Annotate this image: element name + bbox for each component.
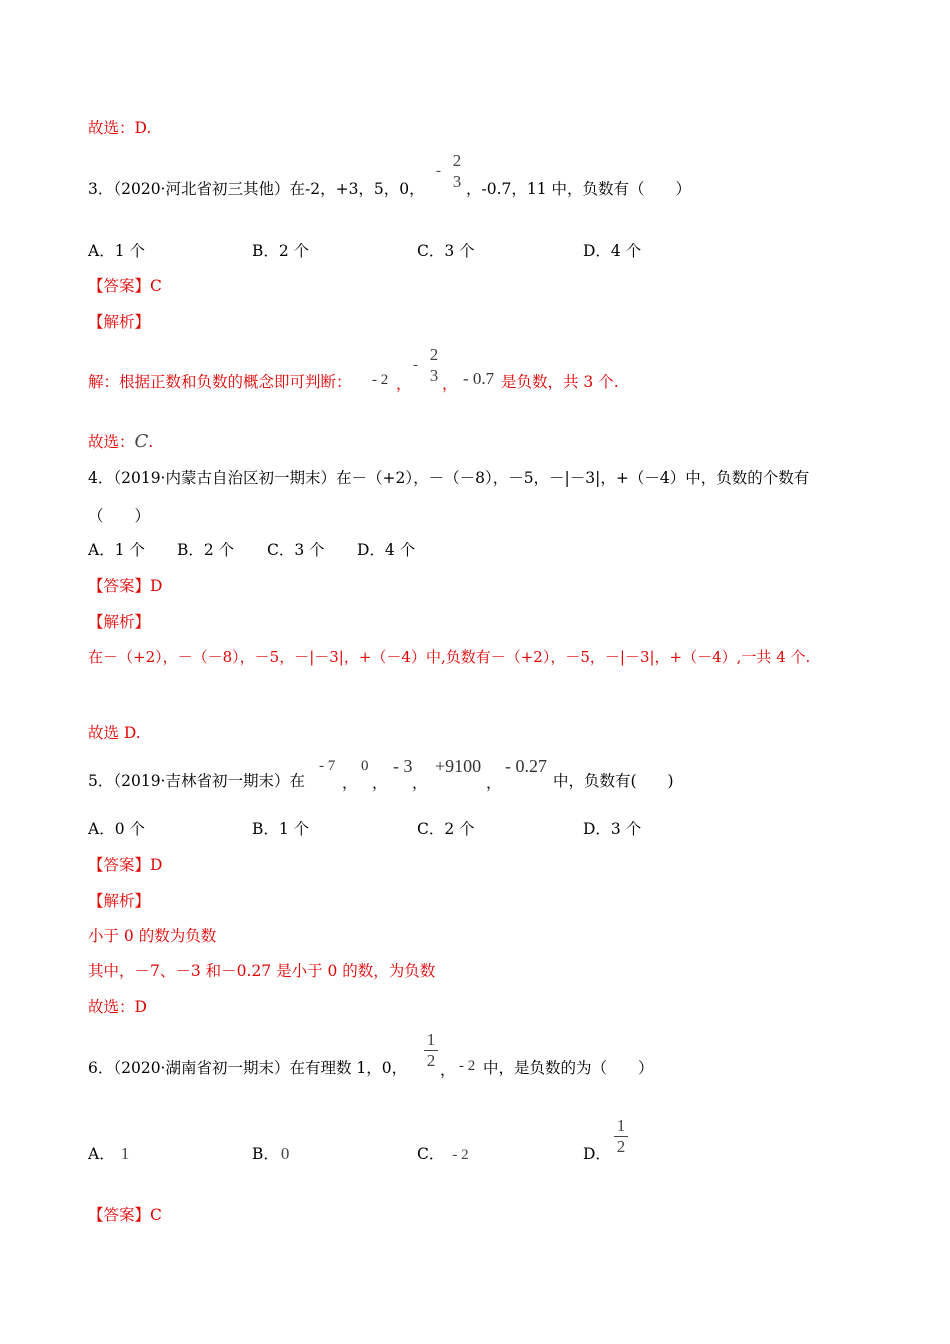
q6-option-b-value: 0 bbox=[280, 1144, 290, 1163]
q5-option-d: D．3 个 bbox=[583, 820, 642, 838]
q5-analysis-label: 【解析】 bbox=[88, 892, 151, 910]
q6-frac-num: 1 bbox=[426, 1030, 436, 1049]
q6-fraction bbox=[424, 1031, 438, 1070]
q6-option-d-label: D． bbox=[583, 1145, 611, 1163]
q4-answer: 【答案】D bbox=[88, 577, 163, 595]
prev-choice: 故选：D. bbox=[88, 119, 152, 137]
q6-option-d-num: 1 bbox=[616, 1116, 626, 1135]
q5-choice: 故选：D bbox=[88, 998, 147, 1016]
q3-stem-a: 3．（2020·河北省初三其他）在-2，+3，5，0， bbox=[88, 180, 425, 198]
q3-analysis-label: 【解析】 bbox=[88, 313, 151, 331]
q6-option-c bbox=[417, 1144, 469, 1165]
q5-value-zero: 0 bbox=[361, 758, 369, 774]
q3-fraction bbox=[450, 152, 464, 191]
q5-stem-b: 中，负数有( ) bbox=[553, 772, 674, 790]
q6-option-a bbox=[88, 1144, 129, 1164]
q5-comma-3: ， bbox=[412, 775, 428, 792]
q3-frac-sign: - bbox=[436, 163, 441, 179]
q3-sol-sep-2: ， bbox=[442, 376, 458, 393]
q4-solution: 在－（+2），－（－8），－5，－|－3|，+（－4）中,负数有－（+2），－5，－|－3|，+（－4）,一共 4 个. bbox=[88, 648, 811, 666]
q5-answer: 【答案】D bbox=[88, 856, 163, 874]
q6-option-b-label: B． bbox=[252, 1145, 279, 1163]
q5-value-neg027: - 0.27 bbox=[505, 756, 547, 776]
q3-option-d: D．4 个 bbox=[583, 242, 642, 260]
q3-sol-minus-two: - 2 bbox=[372, 372, 389, 388]
q5-comma-1: ， bbox=[342, 775, 358, 792]
q4-option-b: B．2 个 bbox=[177, 541, 235, 559]
q5-option-a: A．0 个 bbox=[88, 820, 145, 838]
q3-sol-sep-1: ， bbox=[396, 376, 412, 393]
q3-sol-frac-den: 3 bbox=[429, 366, 439, 385]
q4-choice: 故选 D. bbox=[88, 724, 141, 742]
q3-answer: 【答案】C bbox=[88, 277, 162, 295]
q5-value-9100: +9100 bbox=[435, 756, 482, 776]
q6-stem-a: 6．（2020·湖南省初一期末）在有理数 1，0， bbox=[88, 1059, 408, 1077]
q6-stem-sep: ， bbox=[440, 1062, 456, 1079]
q3-solution-a: 解：根据正数和负数的概念即可判断： bbox=[88, 373, 352, 391]
q6-frac-den: 2 bbox=[426, 1051, 436, 1070]
q4-analysis-label: 【解析】 bbox=[88, 613, 151, 631]
q3-solution-b: 是负数，共 3 个. bbox=[501, 373, 619, 391]
q3-choice bbox=[88, 432, 153, 452]
q3-choice-letter: C bbox=[134, 431, 149, 452]
q3-choice-b: . bbox=[148, 433, 154, 451]
q4-option-a: A．1 个 bbox=[88, 541, 145, 559]
q5-stem-a: 5．（2019·吉林省初一期末）在 bbox=[88, 772, 305, 790]
q3-option-b: B．2 个 bbox=[252, 242, 310, 260]
q3-sol-frac-sign: - bbox=[413, 357, 418, 373]
q5-option-c: C．2 个 bbox=[417, 820, 475, 838]
q5-comma-4: ， bbox=[486, 775, 502, 792]
q6-answer: 【答案】C bbox=[88, 1206, 162, 1224]
q3-sol-fraction bbox=[427, 346, 441, 385]
q6-option-b bbox=[252, 1144, 289, 1164]
q6-option-c-value: - 2 bbox=[452, 1147, 469, 1163]
q4-option-c: C．3 个 bbox=[267, 541, 325, 559]
q6-option-a-value: 1 bbox=[120, 1144, 130, 1163]
q4-stem-cont: （ ） bbox=[88, 507, 151, 525]
q4-option-d: D．4 个 bbox=[357, 541, 416, 559]
q6-option-d-den: 2 bbox=[616, 1137, 626, 1156]
q6-option-d-fraction bbox=[614, 1117, 628, 1156]
q3-choice-a: 故选： bbox=[88, 433, 135, 451]
q3-frac-den: 3 bbox=[452, 172, 462, 191]
q3-frac-num: 2 bbox=[452, 151, 462, 170]
q5-line-1: 小于 0 的数为负数 bbox=[88, 927, 217, 945]
q5-value-neg3: - 3 bbox=[393, 756, 413, 776]
q6-stem-b: 中，是负数的为（ ） bbox=[483, 1059, 654, 1077]
q6-option-c-label: C． bbox=[417, 1145, 445, 1163]
q5-line-2: 其中，－7、－3 和－0.27 是小于 0 的数，为负数 bbox=[88, 962, 436, 980]
q5-comma-2: ， bbox=[372, 775, 388, 792]
q3-sol-minus-point-seven: - 0.7 bbox=[463, 369, 495, 388]
q4-stem: 4．（2019·内蒙古自治区初一期末）在－（+2），－（－8），－5，－|－3|，+（－4）中，负数的个数有 bbox=[88, 469, 810, 487]
q3-option-a: A．1 个 bbox=[88, 242, 145, 260]
q6-minus-two: - 2 bbox=[459, 1058, 476, 1074]
q3-sol-frac-num: 2 bbox=[429, 345, 439, 364]
q5-option-b: B．1 个 bbox=[252, 820, 310, 838]
q5-value-neg7: - 7 bbox=[319, 758, 336, 774]
q3-stem-b: ，-0.7，11 中，负数有（ ） bbox=[466, 180, 692, 198]
q3-option-c: C．3 个 bbox=[417, 242, 475, 260]
q6-option-a-label: A． bbox=[88, 1145, 115, 1163]
